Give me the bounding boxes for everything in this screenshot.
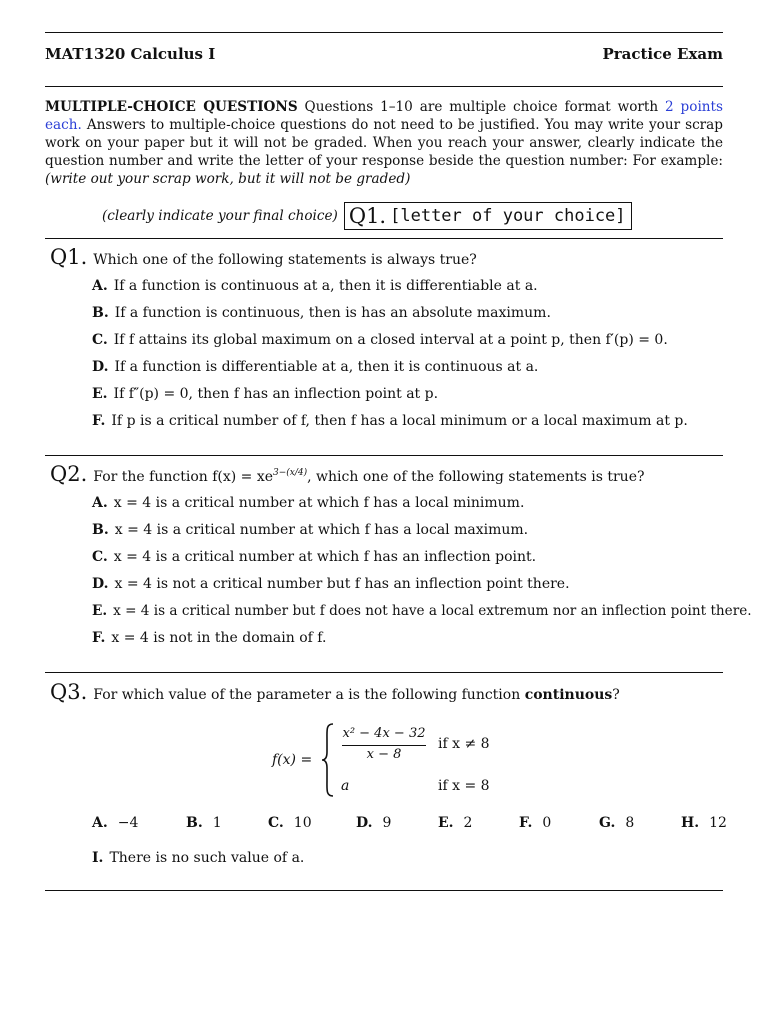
choice-letter: D. <box>356 815 373 831</box>
q1-option-c[interactable] <box>92 332 668 348</box>
q3-choice-b[interactable] <box>186 815 222 831</box>
choice-letter: H. <box>681 815 700 831</box>
q2-option-e[interactable] <box>92 603 752 619</box>
q1-option-a[interactable] <box>92 278 538 294</box>
final-choice-note: (clearly indicate your final choice) <box>102 208 338 224</box>
q3-header <box>50 680 620 704</box>
q3-choice-d[interactable] <box>356 815 391 831</box>
header-bottom-rule <box>45 86 723 87</box>
option-text: If a function is differentiable at a, then it is continuous at a. <box>114 359 539 375</box>
choice-letter: C. <box>268 815 284 831</box>
q2-option-a[interactable] <box>92 495 524 511</box>
q2-stem-pre: For the function f(x) = xe <box>93 469 274 485</box>
piecewise-brace <box>320 722 336 802</box>
q3-stem <box>93 687 620 703</box>
option-text: If a function is continuous, then is has an absolute maximum. <box>114 305 551 321</box>
q2-header <box>50 462 645 486</box>
q2-option-b[interactable] <box>92 522 528 538</box>
q1-top-rule <box>45 238 723 239</box>
option-letter: E. <box>92 603 108 619</box>
choice-value: −4 <box>117 815 139 831</box>
q1-option-b[interactable] <box>92 305 551 321</box>
option-letter: B. <box>92 522 109 538</box>
option-letter: C. <box>92 549 108 565</box>
choice-value: There is no such value of a. <box>109 850 305 866</box>
example-answer-row <box>102 202 632 230</box>
q3-choice-c[interactable] <box>268 815 312 831</box>
choice-letter: F. <box>519 815 533 831</box>
piecewise-lhs: f(x) = <box>272 752 313 768</box>
option-letter: F. <box>92 630 106 646</box>
q2-option-c[interactable] <box>92 549 536 565</box>
course-title: MAT1320 Calculus I <box>45 45 216 63</box>
choice-value: 12 <box>709 815 727 831</box>
q1-option-e[interactable] <box>92 386 438 402</box>
option-letter: A. <box>92 495 108 511</box>
q3-choice-i[interactable] <box>92 850 304 866</box>
choice-value: 0 <box>542 815 552 831</box>
option-text: If a function is continuous at a, then it is differentiable at a. <box>113 278 538 294</box>
q3-choice-f[interactable] <box>519 815 551 831</box>
choice-letter: A. <box>92 815 108 831</box>
choice-letter: E. <box>438 815 454 831</box>
case2-condition: if x = 8 <box>438 778 490 794</box>
q1-option-f[interactable] <box>92 413 688 429</box>
page-bottom-rule <box>45 890 723 891</box>
scrap-work-note: (write out your scrap work, but it will not be graded) <box>45 171 411 187</box>
q1-label: Q1. <box>50 245 88 269</box>
fraction-denominator: x − 8 <box>366 747 402 762</box>
example-answer-box <box>344 202 632 230</box>
option-letter: C. <box>92 332 108 348</box>
q1-stem: Which one of the following statements is always true? <box>93 252 477 268</box>
q1-option-d[interactable] <box>92 359 538 375</box>
choice-letter: I. <box>92 850 104 866</box>
case1-condition: if x ≠ 8 <box>438 736 490 752</box>
option-text: If f″(p) = 0, then f has an inflection point at p. <box>113 386 439 402</box>
choice-letter: G. <box>599 815 616 831</box>
option-text: x = 4 is a critical number but f does not have a local extremum nor an inflection point there. <box>113 603 752 619</box>
option-text: x = 4 is a critical number at which f has a local minimum. <box>113 495 525 511</box>
instructions-text-2: Answers to multiple-choice questions do not need to be justified. You may write your scrap work on your paper but it will not be graded. When you reach your answer, clearly indicate the question number and write the letter of your response beside the question number: For example: <box>45 117 723 169</box>
option-text: If p is a critical number of f, then f has a local minimum or a local maximum at p. <box>111 413 688 429</box>
choice-value: 8 <box>625 815 635 831</box>
q3-stem-post: ? <box>612 687 620 703</box>
q2-stem-exponent: 3−(x/4) <box>273 468 308 478</box>
q2-stem <box>93 468 644 485</box>
option-letter: D. <box>92 576 109 592</box>
instructions-paragraph <box>45 98 723 188</box>
case2-value: a <box>341 778 350 794</box>
option-text: x = 4 is not a critical number but f has an inflection point there. <box>114 576 570 592</box>
q3-stem-bold: continuous <box>524 687 613 703</box>
example-question-label: Q1. <box>348 204 387 228</box>
q3-choice-h[interactable] <box>681 815 727 831</box>
q2-top-rule <box>45 455 723 456</box>
q1-header <box>50 245 477 269</box>
option-letter: F. <box>92 413 106 429</box>
q3-top-rule <box>45 672 723 673</box>
option-letter: A. <box>92 278 108 294</box>
exam-title: Practice Exam <box>602 45 723 63</box>
option-text: x = 4 is not in the domain of f. <box>111 630 327 646</box>
instructions-heading: MULTIPLE-CHOICE QUESTIONS <box>45 99 298 115</box>
q2-option-d[interactable] <box>92 576 570 592</box>
q3-choice-e[interactable] <box>438 815 472 831</box>
choice-value: 10 <box>293 815 312 831</box>
choice-value: 2 <box>463 815 473 831</box>
fraction-numerator: x² − 4x − 32 <box>342 726 426 741</box>
option-letter: B. <box>92 305 109 321</box>
option-text: x = 4 is a critical number at which f has a local maximum. <box>114 522 529 538</box>
option-letter: E. <box>92 386 108 402</box>
choice-value: 1 <box>212 815 222 831</box>
example-choice-text: [letter of your choice] <box>390 206 626 226</box>
fraction-bar <box>342 745 426 746</box>
option-text: x = 4 is a critical number at which f has an inflection point. <box>113 549 537 565</box>
left-brace-icon <box>320 722 336 798</box>
choice-letter: B. <box>186 815 203 831</box>
q3-choice-a[interactable] <box>92 815 138 831</box>
option-text: If f attains its global maximum on a closed interval at a point p, then f′(p) = 0. <box>113 332 668 348</box>
q2-label: Q2. <box>50 462 88 486</box>
points-link[interactable]: 2 points each. <box>45 99 723 133</box>
q3-label: Q3. <box>50 680 88 704</box>
header-top-rule <box>45 32 723 33</box>
q3-stem-pre: For which value of the parameter a is the following function <box>93 687 525 703</box>
q2-stem-post: , which one of the following statements is true? <box>307 469 645 485</box>
option-letter: D. <box>92 359 109 375</box>
instructions-text-1: Questions 1–10 are multiple choice format worth <box>297 99 666 115</box>
q2-option-f[interactable] <box>92 630 326 646</box>
choice-value: 9 <box>382 815 392 831</box>
q3-choice-g[interactable] <box>599 815 634 831</box>
